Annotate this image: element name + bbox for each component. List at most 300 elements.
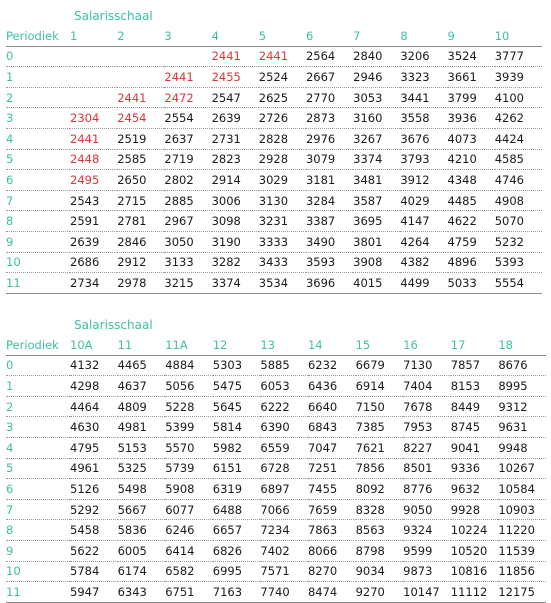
salary-cell: 7659	[307, 502, 338, 517]
salary-cell: 2726	[258, 111, 289, 126]
salary-cell: 4485	[447, 193, 477, 208]
salary-cell: 9336	[450, 461, 481, 476]
table-row	[6, 211, 542, 232]
salary-cell: 2967	[164, 214, 194, 229]
salary-cell: 11539	[498, 543, 535, 558]
salary-cell: 3231	[258, 214, 289, 229]
salary-cell: 8328	[355, 502, 385, 517]
salary-cell: 4809	[117, 399, 147, 414]
table-row	[6, 149, 542, 170]
salary-cell: 5325	[117, 461, 147, 476]
salary-cell: 5622	[70, 543, 100, 558]
salary-cell: 4585	[494, 152, 524, 167]
salary-cell: 9948	[498, 440, 528, 455]
scale-column-header: 5	[258, 28, 267, 43]
scale-column-header: 15	[355, 337, 371, 352]
table-row	[6, 67, 542, 88]
salary-cell: 4746	[494, 172, 524, 187]
salary-cell: 6246	[165, 523, 195, 538]
scale-column-header: 11A	[165, 337, 188, 352]
salary-cell: 4464	[70, 399, 100, 414]
salary-cell: 10224	[450, 523, 488, 538]
salary-cell: 6995	[212, 564, 243, 579]
salary-cell: 3801	[353, 234, 383, 249]
table-row	[6, 520, 546, 541]
salary-cell: 5056	[165, 378, 195, 393]
salary-cell: 3215	[164, 275, 194, 290]
salary-cell: 6390	[260, 420, 290, 435]
salary-cell: 6897	[260, 481, 290, 496]
table-row	[6, 417, 546, 438]
salary-cell-highlighted: 2441	[211, 49, 241, 64]
salary-cell: 5303	[212, 358, 243, 373]
salary-cell-highlighted: 2441	[70, 131, 100, 146]
table-row	[6, 87, 542, 108]
table-row	[6, 128, 542, 149]
period-label: 8	[6, 523, 14, 538]
salary-cell: 2781	[117, 214, 147, 229]
salary-cell: 5399	[165, 420, 195, 435]
salary-cell: 5393	[494, 255, 524, 270]
scale-column-header: 2	[117, 28, 125, 43]
salary-cell: 3695	[353, 214, 383, 229]
period-label: 6	[6, 481, 14, 496]
salary-cell: 3181	[305, 172, 336, 187]
salary-cell: 5908	[165, 481, 195, 496]
salary-cell: 6005	[117, 543, 147, 558]
salary-cell: 2928	[258, 152, 289, 167]
salary-cell: 2625	[258, 90, 289, 105]
salary-cell: 6343	[117, 584, 147, 599]
salary-cell: 7953	[403, 420, 433, 435]
table-row	[6, 582, 546, 603]
salary-cell	[164, 46, 211, 67]
salary-cell: 5554	[494, 275, 524, 290]
salary-cell: 3267	[353, 131, 383, 146]
salary-cell: 6319	[212, 481, 243, 496]
salary-cell: 2591	[70, 214, 100, 229]
salary-cell: 3696	[305, 275, 336, 290]
salary-cell: 9873	[403, 564, 433, 579]
salary-cell: 6232	[307, 358, 338, 373]
salary-cell: 2885	[164, 193, 194, 208]
salary-cell: 6077	[165, 502, 195, 517]
salary-cell: 8676	[498, 358, 528, 373]
table-row	[6, 458, 546, 479]
salary-cell: 3133	[164, 255, 194, 270]
salary-cell: 2686	[70, 255, 100, 270]
salary-cell: 6826	[212, 543, 243, 558]
salary-cell	[70, 87, 117, 108]
salary-cell: 8153	[450, 378, 481, 393]
salary-cell: 7251	[307, 461, 338, 476]
salary-cell: 9034	[355, 564, 385, 579]
salary-cell: 4622	[447, 214, 477, 229]
period-label: 7	[6, 502, 14, 517]
salary-cell: 3130	[258, 193, 289, 208]
salary-cell: 7856	[355, 461, 385, 476]
salary-cell: 5784	[70, 564, 100, 579]
salary-cell: 8227	[403, 440, 433, 455]
salary-cell: 3908	[353, 255, 383, 270]
salary-cell: 5645	[212, 399, 243, 414]
salary-cell: 2914	[211, 172, 241, 187]
table-row	[6, 273, 542, 294]
salary-cell: 4759	[447, 234, 477, 249]
salary-cell: 3939	[494, 69, 524, 84]
salary-cell: 5667	[117, 502, 147, 517]
salary-cell: 4015	[353, 275, 383, 290]
table-row	[6, 396, 546, 417]
header-row	[6, 26, 542, 46]
salary-cell: 7163	[212, 584, 243, 599]
salary-cell: 4147	[400, 214, 430, 229]
salary-cell: 2524	[258, 69, 289, 84]
salary-cell: 6679	[355, 358, 385, 373]
salary-cell: 2564	[305, 49, 336, 64]
period-label: 11	[6, 275, 21, 290]
scale-column-header: 10A	[70, 337, 93, 352]
salary-cell: 2873	[305, 111, 336, 126]
scale-column-header: 10	[494, 28, 510, 43]
salary-cell: 8501	[403, 461, 433, 476]
salary-cell: 3284	[305, 193, 336, 208]
salary-cell: 11220	[498, 523, 535, 538]
period-label: 5	[6, 152, 14, 167]
salary-cell: 2828	[258, 131, 289, 146]
period-label: 2	[6, 90, 14, 105]
periodiek-header: Periodiek	[6, 28, 59, 43]
salary-cell-highlighted: 2304	[70, 111, 100, 126]
period-label: 9	[6, 234, 14, 249]
salary-cell: 8995	[498, 378, 528, 393]
salary-cell: 2637	[164, 131, 194, 146]
salary-cell: 2667	[305, 69, 336, 84]
salary-cell: 8066	[307, 543, 338, 558]
salary-cell: 6222	[260, 399, 290, 414]
salary-cell: 9050	[403, 502, 433, 517]
salary-cell: 2976	[305, 131, 336, 146]
salary-cell: 5982	[212, 440, 243, 455]
salary-cell: 4499	[400, 275, 430, 290]
salary-cell: 2719	[164, 152, 194, 167]
salary-cell: 2547	[211, 90, 241, 105]
salary-cell: 2554	[164, 111, 194, 126]
salary-cell: 7678	[403, 399, 433, 414]
salary-cell: 9631	[498, 420, 528, 435]
salary-cell: 6751	[165, 584, 195, 599]
salary-cell: 3587	[353, 193, 383, 208]
scale-column-header: 9	[447, 28, 455, 43]
salary-cell: 6582	[165, 564, 195, 579]
salary-cell: 2823	[211, 152, 241, 167]
salary-cell: 7130	[403, 358, 433, 373]
table-row	[6, 540, 546, 561]
period-label: 1	[6, 378, 14, 393]
salary-cell: 6414	[165, 543, 195, 558]
salary-cell: 5836	[117, 523, 147, 538]
salary-cell: 2639	[211, 111, 241, 126]
salary-cell: 10267	[498, 461, 535, 476]
salary-cell: 4630	[70, 420, 100, 435]
salary-cell: 4465	[117, 358, 147, 373]
salary-cell: 4795	[70, 440, 100, 455]
salary-cell: 7621	[355, 440, 385, 455]
salary-cell: 2650	[117, 172, 147, 187]
scale-column-header: 6	[305, 28, 314, 43]
salary-cell: 5475	[212, 378, 243, 393]
period-label: 3	[6, 111, 14, 126]
table-row	[6, 46, 542, 67]
salary-cell: 4210	[447, 152, 477, 167]
table-row	[6, 231, 542, 252]
table-row	[6, 355, 546, 376]
salary-cell: 3593	[305, 255, 336, 270]
salary-cell-highlighted: 2455	[211, 69, 241, 84]
salary-cell-highlighted: 2441	[164, 69, 194, 84]
table-row	[6, 561, 546, 582]
salary-cell: 4348	[447, 172, 477, 187]
table-body	[6, 46, 542, 293]
salary-cell: 10520	[450, 543, 488, 558]
salary-cell: 5153	[117, 440, 147, 455]
scale-column-header: 8	[400, 28, 408, 43]
salary-cell: 5458	[70, 523, 100, 538]
table-row	[6, 252, 542, 273]
period-label: 4	[6, 440, 14, 455]
salary-cell: 8563	[355, 523, 385, 538]
salary-cell: 7404	[403, 378, 433, 393]
salary-cell: 10584	[498, 481, 535, 496]
salary-cell: 3793	[400, 152, 430, 167]
salary-cell: 4262	[494, 111, 524, 126]
salary-cell: 2585	[117, 152, 147, 167]
scale-column-header: 11	[117, 337, 133, 352]
salary-cell: 2543	[70, 193, 100, 208]
salary-cell: 3190	[211, 234, 241, 249]
scale-column-header: 7	[353, 28, 361, 43]
salary-cell: 3912	[400, 172, 430, 187]
salary-cell: 7857	[450, 358, 481, 373]
salary-cell-highlighted: 2472	[164, 90, 194, 105]
salary-cell: 3374	[211, 275, 241, 290]
salary-cell: 9928	[450, 502, 481, 517]
scale-column-header: 1	[70, 28, 78, 43]
scale-column-header: 16	[403, 337, 418, 352]
salary-cell: 5292	[70, 502, 100, 517]
salary-cell: 3333	[258, 234, 289, 249]
salary-cell-highlighted: 2441	[258, 49, 289, 64]
salary-cell: 2912	[117, 255, 147, 270]
salary-cell	[117, 46, 164, 67]
salary-cell: 3029	[258, 172, 289, 187]
salary-cell: 5947	[70, 584, 100, 599]
table-body	[6, 355, 546, 602]
salary-cell: 3490	[305, 234, 336, 249]
salary-cell: 6728	[260, 461, 290, 476]
salary-cell-highlighted: 2441	[117, 90, 147, 105]
salary-cell: 4298	[70, 378, 100, 393]
salary-cell: 3282	[211, 255, 241, 270]
salary-cell: 2978	[117, 275, 147, 290]
salary-cell: 8776	[403, 481, 433, 496]
period-label: 9	[6, 543, 14, 558]
salary-cell: 2946	[353, 69, 383, 84]
salary-cell: 3050	[164, 234, 194, 249]
salary-cell: 11856	[498, 564, 535, 579]
salary-cell: 8270	[307, 564, 338, 579]
salary-cell: 4073	[447, 131, 477, 146]
salary-cell: 4029	[400, 193, 430, 208]
period-label: 10	[6, 255, 21, 270]
salary-cell: 4961	[70, 461, 100, 476]
salary-cell: 7402	[260, 543, 290, 558]
salary-cell: 4908	[494, 193, 524, 208]
salary-cell: 3661	[447, 69, 477, 84]
salary-cell: 3433	[258, 255, 289, 270]
salary-cell: 8798	[355, 543, 385, 558]
salary-cell: 6151	[212, 461, 243, 476]
salary-cell: 4264	[400, 234, 430, 249]
salary-cell: 10903	[498, 502, 535, 517]
salary-cell: 4382	[400, 255, 430, 270]
table-row	[6, 499, 546, 520]
salary-cell: 3098	[211, 214, 241, 229]
salary-cell: 8745	[450, 420, 481, 435]
salary-cell	[70, 67, 117, 88]
period-label: 11	[6, 584, 21, 599]
salary-cell: 7385	[355, 420, 385, 435]
salary-cell: 2840	[353, 49, 383, 64]
salary-cell: 5070	[494, 214, 524, 229]
salary-cell: 3053	[353, 90, 383, 105]
salary-cell: 4896	[447, 255, 477, 270]
salary-cell: 7740	[260, 584, 290, 599]
salary-cell: 11112	[450, 584, 488, 599]
salary-cell: 6174	[117, 564, 147, 579]
salary-cell: 4981	[117, 420, 147, 435]
scale-title: Salarisschaal	[74, 318, 153, 332]
salary-cell: 5739	[165, 461, 195, 476]
salary-cell: 2770	[305, 90, 336, 105]
header-row	[6, 335, 546, 355]
table-row	[6, 170, 542, 191]
scale-column-header: 17	[450, 337, 466, 352]
salary-cell: 5885	[260, 358, 290, 373]
salary-scale-table-2	[6, 335, 546, 603]
salary-cell: 3524	[447, 49, 477, 64]
salary-cell: 3160	[353, 111, 383, 126]
salary-cell: 3323	[400, 69, 430, 84]
salary-cell: 12175	[498, 584, 535, 599]
salary-cell: 3481	[353, 172, 383, 187]
salary-cell: 3777	[494, 49, 524, 64]
period-label: 0	[6, 49, 14, 64]
salary-cell: 6488	[212, 502, 243, 517]
salary-cell: 7234	[260, 523, 290, 538]
salary-cell-highlighted: 2495	[70, 172, 100, 187]
salary-cell: 5570	[165, 440, 195, 455]
salary-cell: 9324	[403, 523, 433, 538]
salary-cell: 9632	[450, 481, 481, 496]
salary-cell: 9599	[403, 543, 433, 558]
salary-cell: 5228	[165, 399, 195, 414]
salary-cell: 3387	[305, 214, 336, 229]
period-label: 8	[6, 214, 14, 229]
salary-cell: 8474	[307, 584, 338, 599]
salary-cell: 3936	[447, 111, 477, 126]
salary-cell: 5814	[212, 420, 243, 435]
salary-cell: 10816	[450, 564, 488, 579]
salary-cell: 7150	[355, 399, 385, 414]
salary-cell: 2715	[117, 193, 147, 208]
salary-cell: 2734	[70, 275, 100, 290]
scale-column-header: 14	[307, 337, 323, 352]
scale-column-header: 13	[260, 337, 276, 352]
salary-cell: 9270	[355, 584, 385, 599]
salary-cell: 5232	[494, 234, 524, 249]
salary-cell: 5126	[70, 481, 100, 496]
salary-cell: 3206	[400, 49, 430, 64]
scale-column-header: 4	[211, 28, 219, 43]
salary-cell: 6640	[307, 399, 338, 414]
period-label: 3	[6, 420, 14, 435]
period-label: 1	[6, 69, 14, 84]
salary-cell: 8449	[450, 399, 481, 414]
scale-column-header: 18	[498, 337, 513, 352]
salary-cell: 3558	[400, 111, 430, 126]
scale-column-header: 12	[212, 337, 228, 352]
salary-cell: 2639	[70, 234, 100, 249]
salary-cell: 6914	[355, 378, 385, 393]
salary-cell: 6657	[212, 523, 243, 538]
salary-cell: 7571	[260, 564, 290, 579]
salary-cell	[117, 67, 164, 88]
salary-cell: 6053	[260, 378, 290, 393]
salary-cell: 7455	[307, 481, 338, 496]
table-row	[6, 108, 542, 129]
salary-cell: 10147	[403, 584, 440, 599]
period-label: 5	[6, 461, 14, 476]
period-label: 7	[6, 193, 14, 208]
salary-cell: 6436	[307, 378, 338, 393]
salary-cell: 3799	[447, 90, 477, 105]
salary-cell: 3441	[400, 90, 430, 105]
salary-cell: 2802	[164, 172, 194, 187]
salary-cell: 4100	[494, 90, 524, 105]
scale-column-header: 3	[164, 28, 172, 43]
table-row	[6, 479, 546, 500]
salary-cell: 5033	[447, 275, 477, 290]
salary-cell: 7047	[307, 440, 338, 455]
salary-cell: 4424	[494, 131, 524, 146]
salary-cell: 6559	[260, 440, 290, 455]
salary-cell: 3534	[258, 275, 289, 290]
salary-cell: 3079	[305, 152, 336, 167]
table-row	[6, 437, 546, 458]
salary-scale-table-1	[6, 26, 542, 294]
salary-cell: 2731	[211, 131, 241, 146]
salary-cell: 8092	[355, 481, 385, 496]
table-row	[6, 376, 546, 397]
salary-cell: 4884	[165, 358, 195, 373]
salary-cell: 3006	[211, 193, 241, 208]
period-label: 2	[6, 399, 14, 414]
period-label: 4	[6, 131, 14, 146]
salary-cell: 7863	[307, 523, 338, 538]
salary-cell	[70, 46, 117, 67]
salary-cell: 2519	[117, 131, 147, 146]
